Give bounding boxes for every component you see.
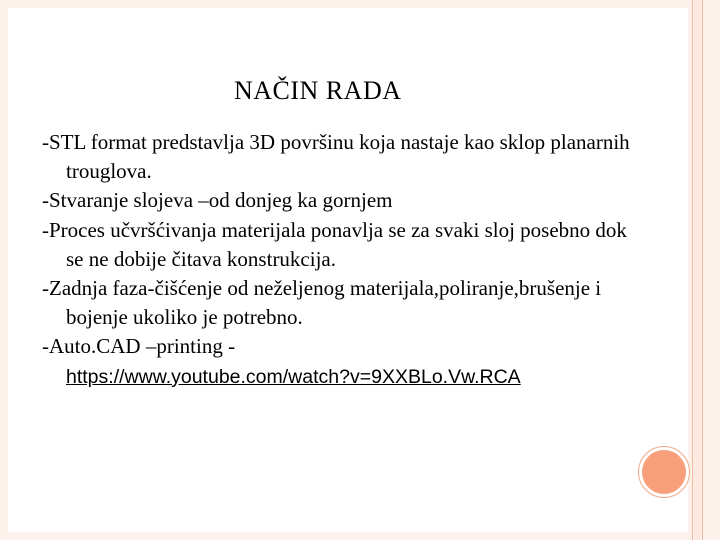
- slide-body: [42, 128, 632, 392]
- paragraph-process: -Proces učvršćivanja materijala ponavlja se za svaki sloj posebno dok se ne dobije čitava konstrukcija.: [42, 217, 627, 271]
- autocad-text: -Auto.CAD –printing -: [42, 334, 236, 359]
- paragraph-layers: -Stvaranje slojeva –od donjeg ka gornjem: [42, 188, 393, 213]
- youtube-link[interactable]: https://www.youtube.com/watch?v=9XXBLo.Vw.RCA: [66, 365, 521, 388]
- decorative-circle: [642, 450, 686, 494]
- decorative-side-bar: [694, 0, 701, 540]
- decorative-line-left: [692, 0, 693, 540]
- paragraph-autocad: [42, 332, 632, 391]
- paragraph-final-phase: -Zadnja faza-čišćenje od neželjenog materijala,poliranje,brušenje i bojenje ukoliko je potrebno.: [42, 276, 602, 330]
- decorative-line-right: [702, 0, 703, 540]
- paragraph-stl-format: -STL format predstavlja 3D površinu koja nastaje kao sklop planarnih trouglova.: [42, 130, 630, 184]
- slide-title: NAČIN RADA: [234, 76, 402, 105]
